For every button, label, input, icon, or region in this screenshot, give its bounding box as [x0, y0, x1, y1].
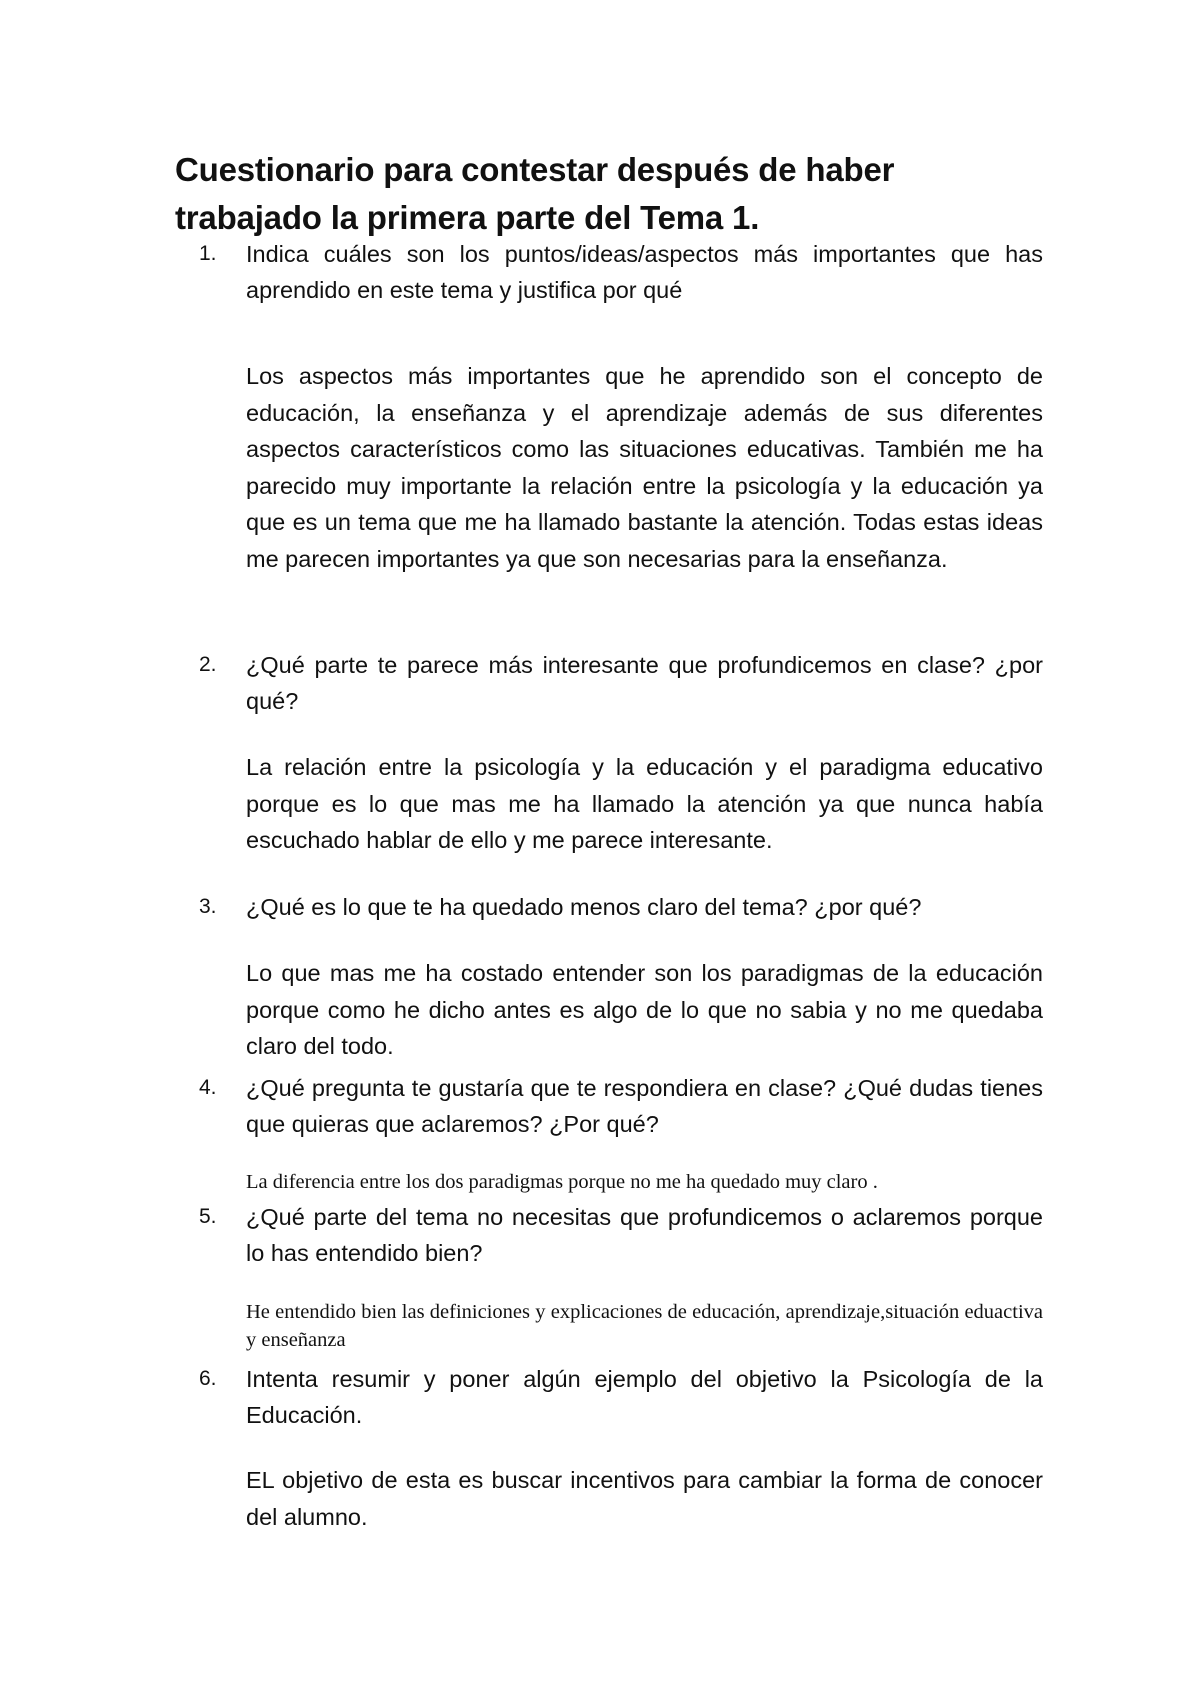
question-number: 5. — [199, 1205, 217, 1228]
question-number: 1. — [199, 242, 217, 265]
question-number: 6. — [199, 1367, 217, 1390]
question-text: ¿Qué pregunta te gustaría que te respondiera en clase? ¿Qué dudas tienes que quieras que aclaremos? ¿Por qué? — [246, 1075, 1043, 1137]
answer-1: Los aspectos más importantes que he aprendido son el concepto de educación, la enseñanza y el aprendizaje además de sus diferentes aspectos característicos como las situaciones educativas. También me ha parecido muy importante la relación entre la psicología y la educación ya que es un tema que me ha llamado bastante la atención. Todas estas ideas me parecen importantes ya que son necesarias para la enseñanza. — [246, 363, 1043, 572]
question-number: 3. — [199, 895, 217, 918]
answer-4: La diferencia entre los dos paradigmas porque no me ha quedado muy claro . — [246, 1171, 878, 1193]
answer-5: He entendido bien las definiciones y explicaciones de educación, aprendizaje,situación eduactiva y enseñanza — [246, 1301, 1043, 1351]
question-text: ¿Qué parte te parece más interesante que profundicemos en clase? ¿por qué? — [246, 652, 1043, 714]
question-number: 4. — [199, 1076, 217, 1099]
question-number: 2. — [199, 653, 217, 676]
document-title: Cuestionario para contestar después de haber trabajado la primera parte del Tema 1. — [175, 151, 895, 236]
answer-6: EL objetivo de esta es buscar incentivos para cambiar la forma de conocer del alumno. — [246, 1467, 1043, 1530]
question-text: ¿Qué es lo que te ha quedado menos claro del tema? ¿por qué? — [246, 894, 922, 920]
answer-2: La relación entre la psicología y la educación y el paradigma educativo porque es lo que mas me ha llamado la atención ya que nunca había escuchado hablar de ello y me parece interesante. — [246, 754, 1043, 853]
question-text: ¿Qué parte del tema no necesitas que profundicemos o aclaremos porque lo has entendido bien? — [246, 1204, 1043, 1266]
question-text: Indica cuáles son los puntos/ideas/aspectos más importantes que has aprendido en este tema y justifica por qué — [246, 241, 1043, 303]
answer-3: Lo que mas me ha costado entender son los paradigmas de la educación porque como he dicho antes es algo de lo que no sabia y no me quedaba claro del todo. — [246, 960, 1043, 1059]
question-text: Intenta resumir y poner algún ejemplo del objetivo la Psicología de la Educación. — [246, 1366, 1043, 1428]
